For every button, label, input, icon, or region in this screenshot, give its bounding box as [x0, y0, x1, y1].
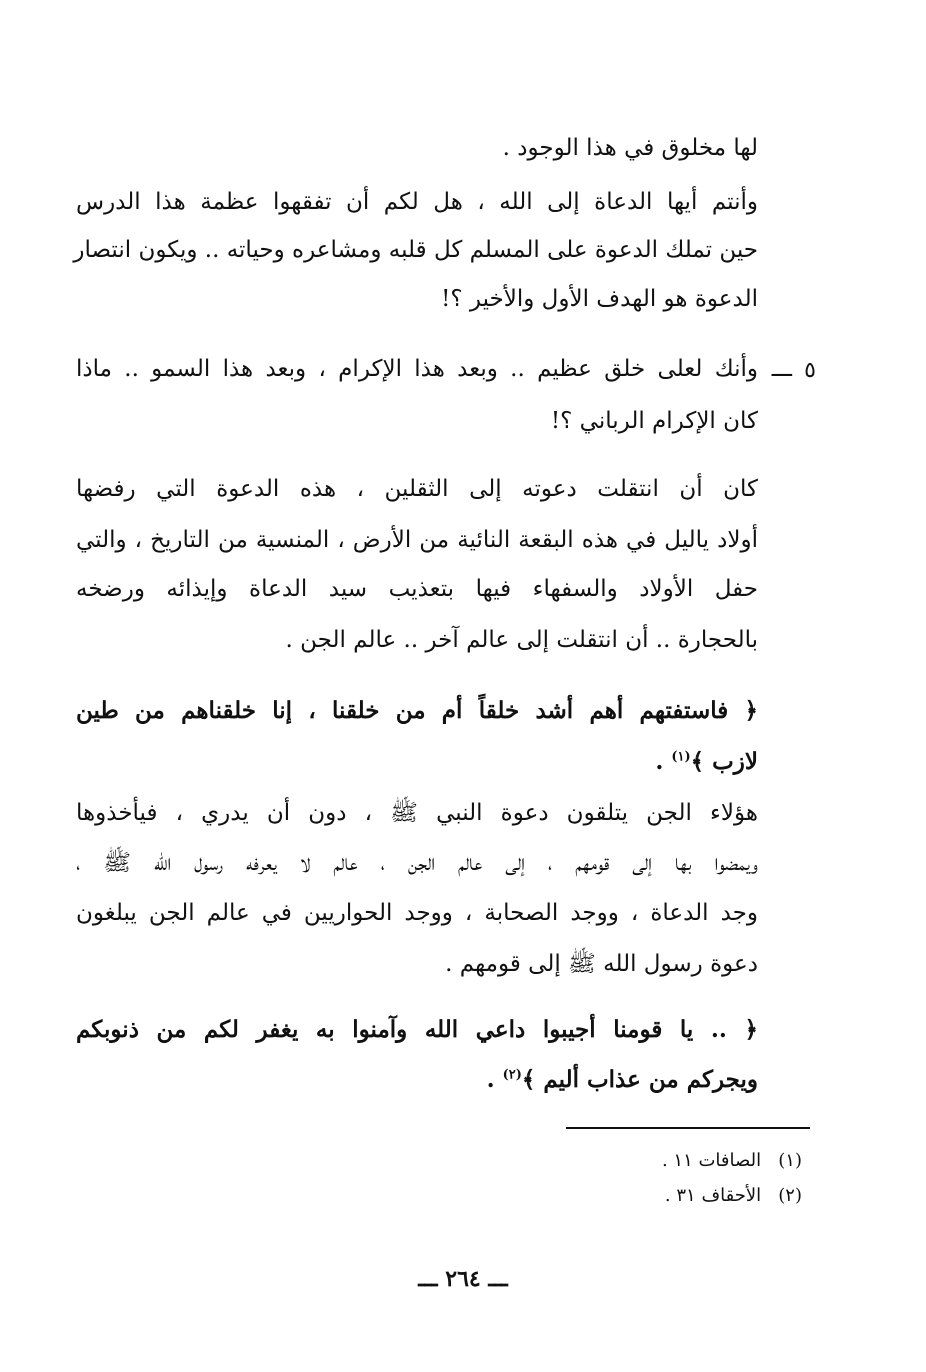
quran-verse-line: ﴿ فاستفتهم أهم أشد خلقاً أم من خلقنا ، إنا خلقناهم من طين [76, 697, 758, 724]
quran-verse-text: لازب ﴾ [690, 748, 758, 775]
footnote-ref: (٢) [502, 1067, 522, 1083]
footnote-text: الصافات ١١ . [661, 1150, 762, 1171]
text-line: وأنتم أيها الدعاة إلى الله ، هل لكم أن تفقهوا عظمة هذا الدرس [76, 189, 758, 215]
quran-verse-text: ويجركم من عذاب أليم ﴾ [521, 1066, 758, 1093]
text-line: هؤلاء الجن يتلقون دعوة النبي ﷺ ، دون أن يدري ، فيأخذوها [76, 800, 758, 826]
page-number: ـــ ٢٦٤ ـــ [418, 1266, 508, 1292]
text-line: كان أن انتقلت دعوته إلى الثقلين ، هذه الدعوة التي رفضها [76, 476, 758, 502]
footnote-marker: (٢) [778, 1185, 802, 1206]
text-line: حين تملك الدعوة على المسلم كل قلبه ومشاعره وحياته .. ويكون انتصار [73, 237, 758, 263]
footnote [665, 1185, 802, 1206]
verse-end: . [655, 748, 672, 775]
verse-end: . [486, 1066, 503, 1093]
text-line: الدعوة هو الهدف الأول والأخير ؟! [441, 286, 758, 312]
item-dash: ـــ [771, 356, 792, 382]
text-line: لها مخلوق في هذا الوجود . [502, 135, 758, 161]
quran-verse-line [655, 750, 758, 773]
text-line: ويمضوا بها إلى قومهم ، إلى عالم الجن ، عالم لا يعرفه رسول الله ﷺ ، [76, 850, 758, 876]
quran-verse-line: ﴿ .. يا قومنا أجيبوا داعي الله وآمنوا به يغفر لكم من ذنوبكم [76, 1016, 758, 1043]
item-number: ٥ [804, 358, 816, 383]
text-line: وأنك لعلى خلق عظيم .. وبعد هذا الإكرام ، وبعد هذا السمو .. ماذا [76, 356, 758, 382]
footnote-ref: (١) [671, 749, 691, 765]
text-line: حفل الأولاد والسفهاء فيها بتعذيب سيد الدعاة وإيذائه ورضخه [76, 576, 758, 602]
quran-verse-line [487, 1068, 758, 1091]
text-line: وجد الدعاة ، ووجد الصحابة ، ووجد الحواريين في عالم الجن يبلغون [76, 900, 758, 926]
footnote-marker: (١) [778, 1150, 802, 1171]
footnote-divider [566, 1127, 810, 1129]
text-line: أولاد ياليل في هذه البقعة النائية من الأرض ، المنسية من التاريخ ، والتي [76, 527, 758, 553]
footnote-text: الأحقاف ٣١ . [664, 1185, 762, 1206]
text-line: بالحجارة .. أن انتقلت إلى عالم آخر .. عالم الجن . [285, 627, 758, 653]
footnote [662, 1150, 802, 1171]
text-line: كان الإكرام الرباني ؟! [550, 408, 758, 434]
text-line: دعوة رسول الله ﷺ إلى قومهم . [445, 951, 758, 977]
